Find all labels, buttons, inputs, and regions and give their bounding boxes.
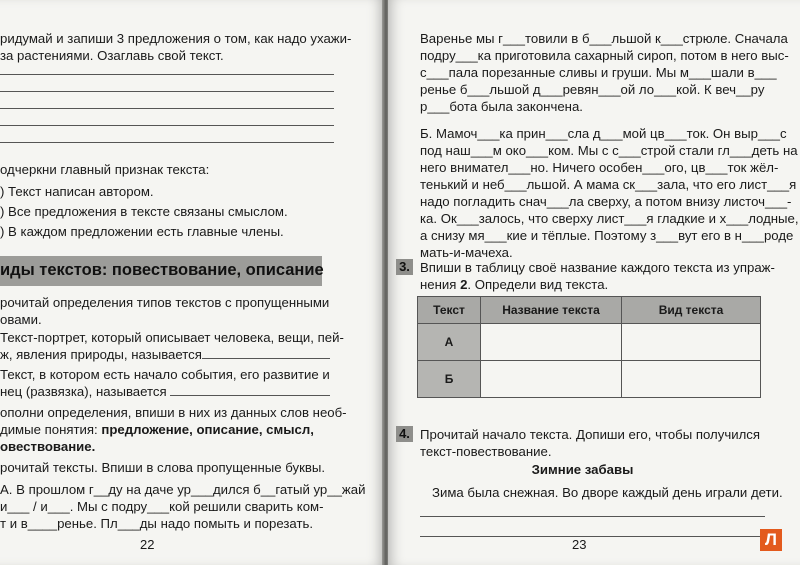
blank-line — [202, 358, 330, 359]
text-b-line-5: надо погладить снач___ла сверху, а потом внизу листоч___- — [420, 194, 792, 209]
intro-line-1: ридумай и запиши 3 предложения о том, как надо ухажи- — [0, 31, 352, 46]
definition-1-line-2: ж, явления природы, называется — [0, 347, 202, 362]
table-header-row — [418, 297, 761, 324]
text-b-line-7: а снизу мя___кие и тёплые. Поэтому з___вут его в н___роде — [420, 228, 794, 243]
type-cell[interactable] — [622, 361, 761, 398]
task-3-number: 3. — [396, 259, 413, 275]
fill-line-2: димые понятия: предложение, описание, смысл, — [0, 422, 314, 437]
fill-line-1: ополни определения, впиши в них из данных слов необ- — [0, 405, 347, 420]
title-cell[interactable] — [481, 361, 622, 398]
text-a-cont-line-2: подру___ка приготовила сахарный сироп, потом в него выс- — [420, 48, 789, 63]
table-row — [418, 324, 761, 361]
page-left — [0, 0, 384, 565]
answer-line — [0, 74, 334, 75]
definition-2-line-1: Текст, в котором есть начало события, его развитие и — [0, 367, 330, 382]
option-c: ) В каждом предложении есть главные члены. — [0, 224, 284, 239]
task-4-line-2: текст-повествование. — [420, 444, 552, 459]
text-b-line-2: под наш___м око___ком. Мы с с___строй стали гл___деть на — [420, 143, 798, 158]
text-b-line-1: Б. Мамоч___ка прин___сла д___мой цв___ток. Он выр___с — [420, 126, 787, 141]
answer-line — [0, 142, 334, 143]
text-a-line-2: и___ / и___. Мы с подру___кой решили сварить ком- — [0, 499, 324, 514]
task-4-number: 4. — [396, 426, 413, 442]
task-3-line-2: нения 2. Определи вид текста. — [420, 277, 609, 292]
text-a-line-1: А. В прошлом г__ду на даче ур___дился б__гатый ур__жай — [0, 482, 366, 497]
header-text: Текст — [418, 297, 481, 324]
section-title: иды текстов: повествование, описание — [0, 261, 324, 279]
row-label: А — [418, 324, 481, 361]
text-a-cont-line-4: ренье б___льшой д___ревян___ой ло___кой. К веч__ру — [420, 82, 765, 97]
page-number-left: 22 — [140, 537, 155, 552]
read-instruction: рочитай тексты. Впиши в слова пропущенные буквы. — [0, 460, 326, 475]
text-a-cont-line-1: Варенье мы г___товили в б___льшой к___стрюле. Сначала — [420, 31, 788, 46]
option-b: ) Все предложения в тексте связаны смыслом. — [0, 204, 288, 219]
row-label: Б — [418, 361, 481, 398]
task-line-2: овами. — [0, 312, 42, 327]
intro-line-2: за растениями. Озаглавь свой текст. — [0, 48, 224, 63]
header-title: Название текста — [481, 297, 622, 324]
text-b-line-4: тенький и неб___льшой. А мама ск___зала, что его лист___я — [420, 177, 797, 192]
text-b-line-3: него внимател___но. Ничего особен___ого, цв___ток жёл- — [420, 160, 779, 175]
publisher-logo: Л — [760, 529, 782, 551]
text-a-cont-line-3: с___пала порезанные сливы и груши. Мы м___шали в___ — [420, 65, 777, 80]
title-cell[interactable] — [481, 324, 622, 361]
text-b-line-8: мать-и-мачеха. — [420, 245, 513, 260]
blank-line — [170, 395, 330, 396]
answer-line — [420, 516, 765, 517]
table-row — [418, 361, 761, 398]
text-a-cont-line-5: р___бота была закончена. — [420, 99, 583, 114]
answer-line — [420, 536, 765, 537]
fill-line-3: овествование. — [0, 439, 96, 454]
answer-line — [0, 125, 334, 126]
task-3-line-1: Впиши в таблицу своё название каждого текста из упраж- — [420, 260, 775, 275]
definition-1-line-1: Текст-портрет, который описывает человека, вещи, пей- — [0, 330, 344, 345]
type-cell[interactable] — [622, 324, 761, 361]
text-b-line-6: ка. Ок___залось, что сверху лист___я гладкие и х___лодные, — [420, 211, 799, 226]
answer-table — [417, 296, 761, 398]
definition-2-line-2: нец (развязка), называется — [0, 384, 167, 399]
story-first-line: Зима была снежная. Во дворе каждый день играли дети. — [432, 485, 783, 500]
header-type: Вид текста — [622, 297, 761, 324]
answer-line — [0, 91, 334, 92]
text-a-line-3: т и в____ренье. Пл___ды надо помыть и порезать. — [0, 516, 314, 531]
task-line-1: рочитай определения типов текстов с пропущенными — [0, 295, 330, 310]
page-number-right: 23 — [572, 537, 587, 552]
task-4-line-1: Прочитай начало текста. Допиши его, чтобы получился — [420, 427, 760, 442]
question-line: одчеркни главный признак текста: — [0, 162, 210, 177]
option-a: ) Текст написан автором. — [0, 184, 154, 199]
story-title: Зимние забавы — [531, 462, 634, 477]
answer-line — [0, 108, 334, 109]
